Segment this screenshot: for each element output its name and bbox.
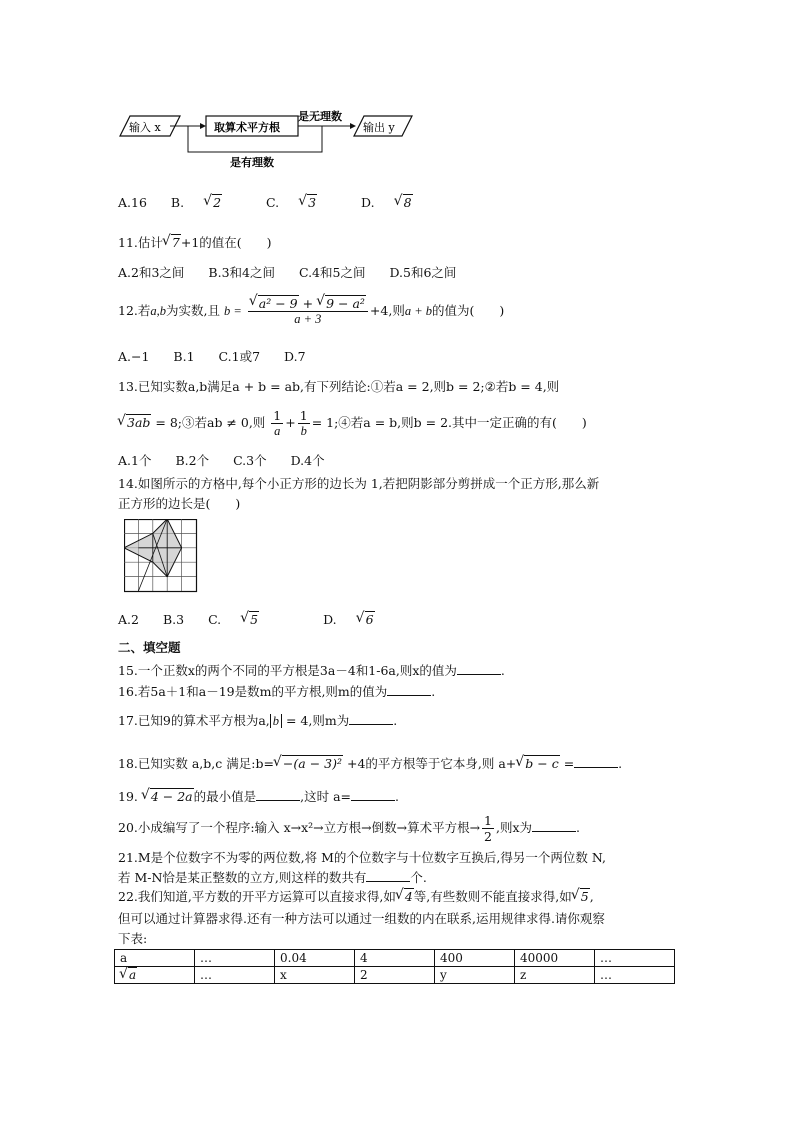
- q20-answer-blank[interactable]: [532, 819, 576, 832]
- q10-option-b: B.√ 2: [171, 195, 242, 210]
- q10-option-c: C.√ 3: [266, 195, 337, 210]
- input-label: 输入 x: [129, 121, 161, 134]
- q19-answer-blank-1[interactable]: [256, 788, 300, 801]
- q13-line2: √ 3ab = 8;③若ab ≠ 0,则 $\frac{1}{a}$ + $\frac{1}{b}$ = 1;④若a = b,则b = 2.其中一定正确的有( ): [118, 408, 587, 439]
- q11-option-d: D.5和6之间: [389, 265, 457, 280]
- q20: 20.小成编写了一个程序:输入 x→x²→立方根→倒数→算术平方根→ $\frac{1}{2}$ ,则x为 .: [118, 813, 581, 844]
- table-cell: …: [595, 967, 675, 984]
- q17-answer-blank[interactable]: [349, 712, 393, 725]
- q10-option-d: D.√ 8: [361, 195, 433, 210]
- q19: 19. √ 4 − 2a的最小值是 ,这时 a= .: [118, 788, 399, 805]
- q11-option-a: A.2和3之间: [118, 265, 185, 280]
- q22-line2: 但可以通过计算器求得.还有一种方法可以通过一组数的内在联系,运用规律求得.请你观察: [118, 911, 605, 926]
- q21-line1: 21.M是个位数字不为零的两位数,将 M的个位数字与十位数字互换后,得另一个两位数 N,: [118, 850, 606, 865]
- q14-option-b: B.3: [162, 612, 185, 627]
- q22-line1: 22.我们知道,平方数的开平方运算可以直接求得,如√ 4等,有些数则不能直接求得,如√ 5,: [118, 889, 594, 905]
- q13-options: [118, 453, 345, 469]
- q19-answer-blank-2[interactable]: [351, 788, 395, 801]
- q12-option-c: C.1或7: [218, 349, 261, 364]
- q11-option-b: B.3和4之间: [208, 265, 275, 280]
- q12-option-d: D.7: [284, 349, 306, 364]
- table-cell: 40000: [515, 950, 595, 967]
- table-cell: 400: [435, 950, 515, 967]
- irrational-label: 是无理数: [298, 110, 342, 123]
- q13-option-b: B.2个: [175, 453, 210, 468]
- q12-option-a: A.−1: [118, 349, 150, 364]
- q21-answer-blank[interactable]: [366, 869, 410, 882]
- q11-option-c: C.4和5之间: [298, 265, 366, 280]
- sqrt-table: [114, 949, 675, 984]
- table-cell: y: [435, 967, 515, 984]
- q18-answer-blank[interactable]: [574, 755, 618, 768]
- table-cell: …: [195, 967, 275, 984]
- table-cell: 0.04: [275, 950, 355, 967]
- q16-answer-blank[interactable]: [387, 683, 431, 696]
- q11-options: [118, 265, 476, 281]
- q11-stem: 11.估计√ 7+1的值在( ): [118, 235, 272, 251]
- q14-option-c: C.√ 5: [208, 612, 299, 627]
- q10-option-a: A.16: [118, 195, 147, 210]
- q14-option-a: A.2: [118, 612, 139, 627]
- q15: 15.一个正数x的两个不同的平方根是3a－4和1-6a,则x的值为 .: [118, 663, 505, 678]
- table-cell: 4: [355, 950, 435, 967]
- q12-stem: 12.若a,b为实数,且 b = √ $\frac{\text{a² − 9 + √ 9 − a²}}{a + 3}$ +4,则a + b的值为( ): [118, 296, 504, 327]
- q13-line1: 13.已知实数a,b满足a + b = ab,有下列结论:①若a = 2,则b = 2;②若b = 4,则: [118, 379, 560, 394]
- q13-option-c: C.3个: [233, 453, 267, 468]
- table-cell: √ a: [115, 967, 195, 984]
- section-heading: 二、填空题: [118, 640, 181, 655]
- table-cell: z: [515, 967, 595, 984]
- table-cell: …: [195, 950, 275, 967]
- q14-options: [118, 612, 435, 628]
- q14-line2: 正方形的边长是( ): [118, 496, 241, 511]
- q18: 18.已知实数 a,b,c 满足:b=√ −(a − 3)² +4的平方根等于它本身,则 a+√ b − c = .: [118, 755, 622, 772]
- q17: 17.已知9的算术平方根为a, b = 4,则m为 .: [118, 713, 398, 728]
- flowchart-diagram: [118, 108, 418, 170]
- q14-line1: 14.如图所示的方格中,每个小正方形的边长为 1,若把阴影部分剪拼成一个正方形,那么新: [118, 476, 600, 491]
- q10-options: [118, 195, 453, 211]
- output-label: 输出 y: [363, 121, 395, 134]
- q12-fraction: √ $\frac{\text{a² − 9 + √ 9 − a²}}{a + 3}$: [248, 296, 368, 327]
- q13-option-d: D.4个: [290, 453, 325, 468]
- table-cell: x: [275, 967, 355, 984]
- q13-option-a: A.1个: [118, 453, 152, 468]
- q21-line2: 若 M-N恰是某正整数的立方,则这样的数共有 个.: [118, 870, 427, 885]
- table-row: [115, 950, 675, 967]
- rational-label: 是有理数: [230, 156, 274, 169]
- q15-answer-blank[interactable]: [457, 662, 501, 675]
- q12-option-b: B.1: [173, 349, 195, 364]
- process-label: 取算术平方根: [214, 121, 280, 134]
- q16: 16.若5a＋1和a－19是数m的平方根,则m的值为 .: [118, 684, 436, 699]
- q12-options: [118, 349, 326, 365]
- table-row: [115, 967, 675, 984]
- grid-figure: [124, 519, 198, 593]
- q22-line3: 下表:: [118, 931, 148, 946]
- table-cell: 2: [355, 967, 435, 984]
- table-cell: …: [595, 950, 675, 967]
- q14-option-d: D.√ 6: [323, 612, 415, 627]
- table-cell: a: [115, 950, 195, 967]
